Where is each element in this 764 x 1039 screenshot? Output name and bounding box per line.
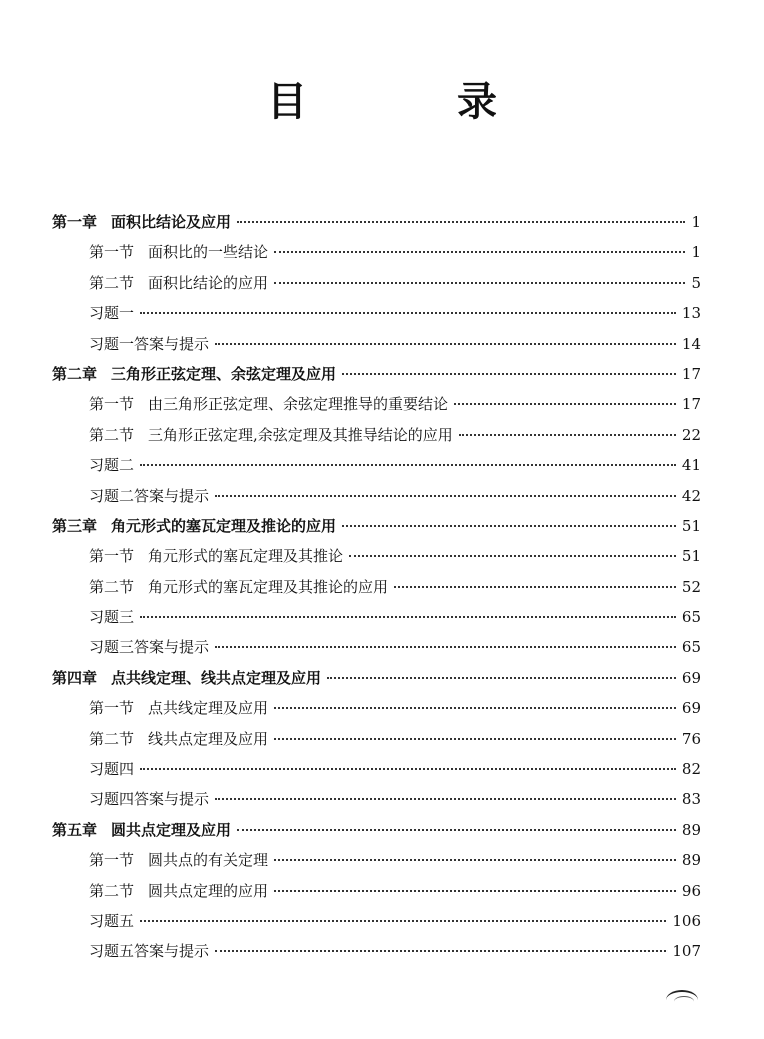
toc-entry-number: 第二节 [89, 273, 135, 292]
toc-entry-number: 第一节 [89, 547, 135, 566]
toc-entry-title: 点共线定理、线共点定理及应用 [111, 668, 322, 687]
toc-page-number: 83 [681, 790, 701, 809]
toc-entry-title: 面积比结论及应用 [111, 213, 232, 231]
toc-entry-title: 角元形式的塞瓦定理及其推论 [148, 547, 344, 566]
toc-entry-number: 第二节 [89, 425, 135, 444]
toc-section-row[interactable] [52, 693, 701, 723]
toc-entry-label [89, 268, 268, 298]
toc-entry-label [89, 237, 268, 267]
toc-section-row[interactable] [52, 389, 701, 419]
toc-entry-title: 习题三答案与提示 [89, 638, 210, 657]
toc-section-row[interactable] [52, 298, 701, 328]
toc-page-number: 107 [672, 942, 701, 961]
toc-page-number: 17 [681, 395, 701, 414]
toc-section-row[interactable] [52, 450, 701, 480]
toc-page-number: 89 [681, 820, 701, 839]
toc-leader-dots [140, 312, 676, 314]
toc-leader-dots [215, 950, 666, 952]
toc-chapter-row[interactable] [52, 511, 701, 541]
toc-entry-number: 第二节 [89, 729, 135, 748]
toc-entry-label [89, 632, 209, 662]
toc-page-number: 51 [681, 547, 701, 566]
toc-leader-dots [459, 434, 676, 436]
toc-leader-dots [215, 798, 676, 800]
toc-entry-label [89, 541, 343, 571]
toc-entry-label [89, 329, 209, 359]
toc-entry-number: 第一节 [89, 395, 135, 414]
toc-entry-label [89, 724, 268, 754]
toc-leader-dots [274, 282, 685, 284]
toc-leader-dots [274, 859, 676, 861]
toc-entry-number: 第一节 [89, 243, 135, 262]
toc-entry-title: 三角形正弦定理,余弦定理及其推导结论的应用 [148, 425, 453, 444]
toc-entry-label [89, 602, 134, 632]
toc-leader-dots [274, 707, 676, 709]
toc-entry-title: 点共线定理及应用 [148, 699, 269, 718]
toc-section-row[interactable] [52, 602, 701, 632]
toc-page-number: 69 [681, 699, 701, 718]
toc-entry-title: 习题一答案与提示 [89, 334, 210, 353]
toc-entry-number: 第二章 [52, 364, 98, 383]
toc-leader-dots [140, 464, 676, 466]
toc-page-number: 82 [681, 760, 701, 779]
toc-page-number: 51 [681, 516, 701, 535]
toc-leader-dots [140, 616, 676, 618]
toc-entry-title: 习题二答案与提示 [89, 486, 210, 505]
toc-page-number: 14 [681, 334, 701, 353]
toc-page-number: 41 [681, 456, 701, 475]
toc-chapter-row[interactable] [52, 663, 701, 693]
toc-entry-title: 习题一 [89, 304, 135, 323]
toc-chapter-row[interactable] [52, 359, 701, 389]
toc-entry-title: 习题五答案与提示 [89, 942, 210, 961]
toc-leader-dots [215, 646, 676, 648]
toc-page-number: 65 [681, 638, 701, 657]
toc-page-number: 1 [691, 243, 701, 262]
toc-entry-label [89, 572, 388, 602]
toc-leader-dots [274, 738, 676, 740]
toc-leader-dots [342, 373, 676, 375]
toc-section-row[interactable] [52, 329, 701, 359]
toc-entry-label [52, 511, 336, 541]
toc-section-row[interactable] [52, 906, 701, 936]
toc-page-number: 5 [691, 273, 701, 292]
toc-entry-title: 习题四答案与提示 [89, 790, 210, 809]
toc-entry-label [89, 936, 209, 966]
toc-section-row[interactable] [52, 876, 701, 906]
toc-entry-number: 第二节 [89, 881, 135, 900]
toc-page-number: 65 [681, 608, 701, 627]
toc-page-number: 13 [681, 304, 701, 323]
toc-entry-title: 习题五 [89, 911, 135, 930]
toc-entry-title: 角元形式的塞瓦定理及推论的应用 [111, 516, 337, 535]
toc-entry-number: 第三章 [52, 516, 98, 535]
toc-page-number: 1 [691, 213, 701, 231]
toc-page-number: 89 [681, 851, 701, 870]
toc-entry-label [89, 389, 448, 419]
toc-section-row[interactable] [52, 784, 701, 814]
toc-page-number: 106 [672, 911, 701, 930]
corner-mark-inner-icon [674, 996, 694, 1007]
toc-section-row[interactable] [52, 237, 701, 267]
toc-page-number: 69 [681, 668, 701, 687]
toc-leader-dots [237, 829, 676, 831]
toc-page-number: 17 [681, 364, 701, 383]
toc-leader-dots [140, 768, 676, 770]
toc-leader-dots [342, 525, 676, 527]
toc-entry-label [89, 784, 209, 814]
toc-leader-dots [274, 890, 676, 892]
toc-entry-number: 第四章 [52, 668, 98, 687]
toc-entry-number: 第五章 [52, 820, 98, 839]
toc-entry-label [89, 481, 209, 511]
toc-section-row[interactable] [52, 632, 701, 662]
toc-page-number: 76 [681, 729, 701, 748]
toc-section-row[interactable] [52, 420, 701, 450]
toc-leader-dots [215, 343, 676, 345]
toc-entry-label [89, 754, 134, 784]
toc-section-row[interactable] [52, 481, 701, 511]
toc-page-number: 42 [681, 486, 701, 505]
toc-leader-dots [349, 555, 676, 557]
toc-entry-label [89, 420, 453, 450]
page-title: 目 录 [267, 79, 552, 125]
toc-section-row[interactable] [52, 541, 701, 571]
toc-leader-dots [140, 920, 666, 922]
table-of-contents [52, 207, 701, 967]
toc-section-row[interactable] [52, 572, 701, 602]
toc-chapter-row[interactable] [52, 815, 701, 845]
toc-section-row[interactable] [52, 268, 701, 298]
toc-page-number: 22 [681, 425, 701, 444]
toc-entry-title: 习题三 [89, 608, 135, 627]
toc-section-row[interactable] [52, 845, 701, 875]
toc-entry-label [52, 815, 231, 845]
toc-entry-label [52, 663, 321, 693]
toc-section-row[interactable] [52, 754, 701, 784]
toc-section-row[interactable] [52, 724, 701, 754]
toc-entry-label [52, 207, 231, 237]
toc-entry-label [89, 693, 268, 723]
toc-entry-number: 第一节 [89, 851, 135, 870]
toc-leader-dots [394, 586, 676, 588]
toc-leader-dots [215, 495, 676, 497]
toc-entry-title: 圆共点定理的应用 [148, 881, 269, 900]
toc-leader-dots [237, 221, 685, 223]
toc-entry-label [89, 906, 134, 936]
toc-entry-title: 习题二 [89, 456, 135, 475]
toc-entry-title: 圆共点的有关定理 [148, 851, 269, 870]
toc-entry-label [52, 359, 336, 389]
toc-entry-title: 角元形式的塞瓦定理及其推论的应用 [148, 577, 389, 596]
toc-leader-dots [327, 677, 676, 679]
toc-entry-number: 第一节 [89, 699, 135, 718]
toc-entry-title: 习题四 [89, 760, 135, 779]
toc-entry-label [89, 845, 268, 875]
toc-entry-title: 圆共点定理及应用 [111, 820, 232, 839]
toc-page-number: 52 [681, 577, 701, 596]
toc-section-row[interactable] [52, 936, 701, 966]
toc-entry-number: 第二节 [89, 577, 135, 596]
toc-leader-dots [454, 403, 676, 405]
toc-entry-label [89, 876, 268, 906]
toc-entry-title: 线共点定理及应用 [148, 729, 269, 748]
toc-entry-number: 第一章 [52, 213, 98, 231]
toc-page-number: 96 [681, 881, 701, 900]
toc-chapter-row[interactable] [52, 207, 701, 237]
toc-entry-label [89, 298, 134, 328]
toc-entry-title: 面积比结论的应用 [148, 273, 269, 292]
toc-entry-title: 由三角形正弦定理、余弦定理推导的重要结论 [148, 395, 449, 414]
toc-leader-dots [274, 251, 685, 253]
toc-entry-label [89, 450, 134, 480]
toc-entry-title: 三角形正弦定理、余弦定理及应用 [111, 364, 337, 383]
toc-entry-title: 面积比的一些结论 [148, 243, 269, 262]
